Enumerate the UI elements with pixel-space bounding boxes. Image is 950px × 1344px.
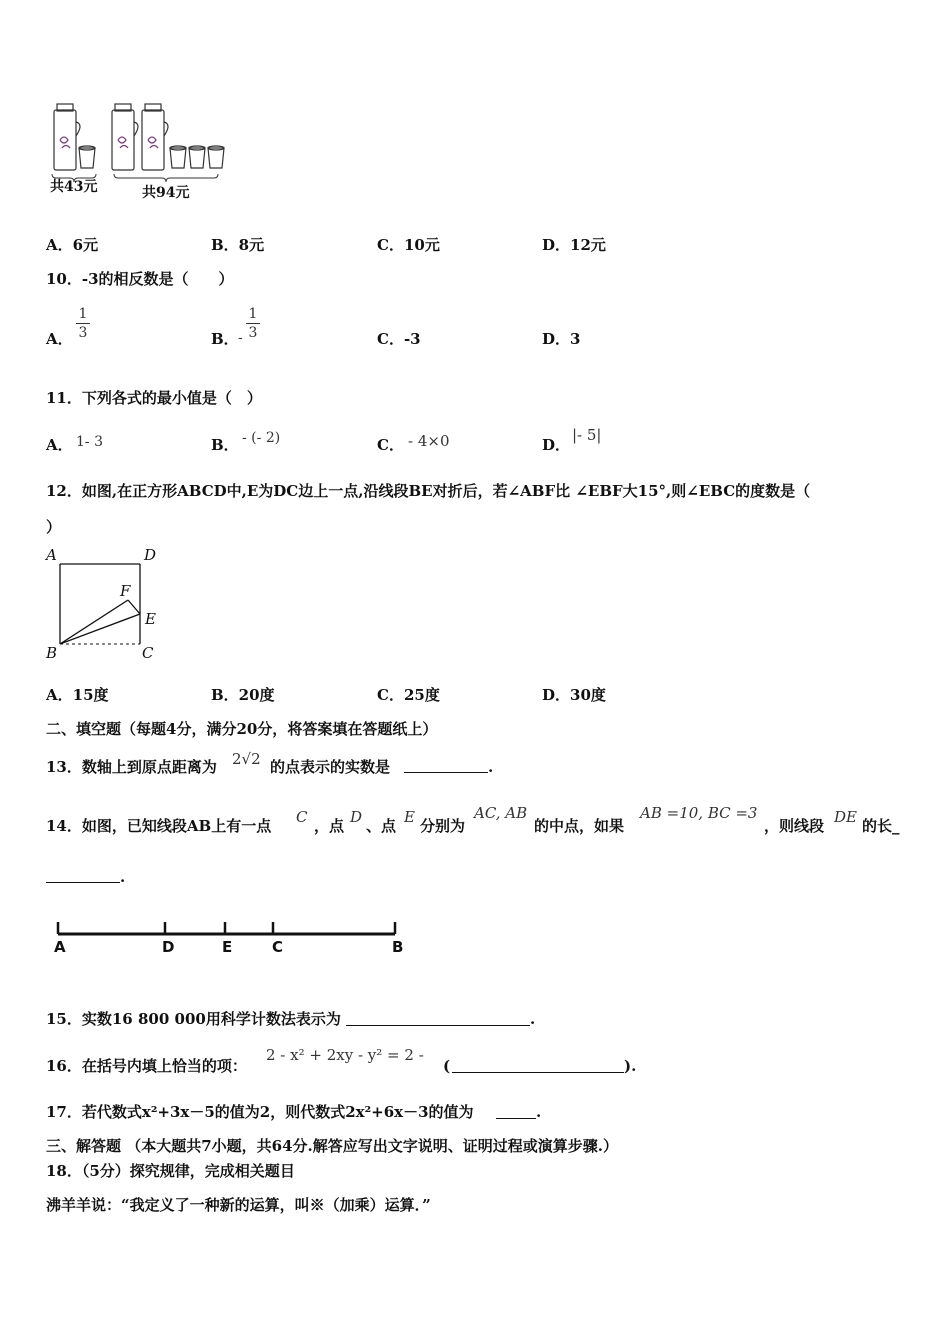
q12-option-c: C．25度 xyxy=(377,686,440,704)
point-label-e: E xyxy=(222,938,233,956)
q11-option-d-label: D． xyxy=(542,436,571,454)
thermos-bottle-icon xyxy=(54,104,80,170)
point-label-a: A xyxy=(54,938,66,956)
fraction-numerator: 1 xyxy=(248,306,258,322)
q14-t3: 分别为 xyxy=(420,817,466,835)
point-label-b: B xyxy=(392,938,404,956)
square-figure xyxy=(40,542,170,667)
right-group-label: 共94元 xyxy=(142,185,190,201)
section2-heading: 二、填空题（每题4分，满分20分，将答案填在答题纸上） xyxy=(46,720,438,738)
q15-text: 15．实数16 800 000用科学计数法表示为 xyxy=(46,1010,341,1028)
label-f: F xyxy=(120,582,131,600)
fraction-bar xyxy=(246,323,260,324)
cup-icon xyxy=(79,146,95,168)
q17-text: 17．若代数式x²+3x－5的值为2，则代数式2x²+6x－3的值为 xyxy=(46,1103,474,1121)
label-e: E xyxy=(145,610,156,628)
q13-pre: 13．数轴上到原点距离为 xyxy=(46,758,217,776)
q11-option-c-label: C． xyxy=(377,436,404,454)
label-c: C xyxy=(142,644,154,662)
q9-option-c: C．10元 xyxy=(377,236,440,254)
q10-option-a-fraction xyxy=(76,306,90,341)
q10-option-b-sign: - xyxy=(238,330,243,346)
q16-open-paren: ( xyxy=(443,1057,451,1075)
q11-option-d-expr: |- 5| xyxy=(572,426,602,444)
q11-option-a-expr: 1- 3 xyxy=(76,434,103,450)
q14-t4: 的中点，如果 xyxy=(534,817,625,835)
left-group-label: 共43元 xyxy=(50,179,98,195)
q14-segment-de: DE xyxy=(834,808,857,826)
q16-math: 2 - x² + 2xy - y² = 2 - xyxy=(266,1046,424,1064)
q11-option-a-label: A． xyxy=(46,436,73,454)
q11-stem: 11．下列各式的最小值是（ ） xyxy=(46,389,262,407)
label-d: D xyxy=(144,546,157,564)
q18-stem: 18．（5分）探究规律，完成相关题目 xyxy=(46,1162,295,1180)
q14-answer-blank xyxy=(46,882,120,883)
q10-option-d: D．3 xyxy=(542,330,581,348)
q18-line2: 沸羊羊说：“我定义了一种新的运算，叫※（加乘）运算．” xyxy=(46,1196,431,1214)
q13-math: 2√2 xyxy=(232,750,261,768)
q14-point-c: C xyxy=(296,808,308,826)
q11-option-b-label: B． xyxy=(211,436,239,454)
number-line-figure xyxy=(50,914,410,964)
q17-answer-blank xyxy=(496,1118,536,1119)
label-a: A xyxy=(46,546,57,564)
fraction-bar xyxy=(76,323,90,324)
q10-option-a-label: A． xyxy=(46,330,73,348)
q17-end: . xyxy=(536,1103,542,1121)
q12-stem-line1: 12．如图,在正方形ABCD中,E为DC边上一点,沿线段BE对折后，若∠ABF比 ∠EBF大15°,则∠EBC的度数是（ xyxy=(46,482,811,500)
brace-right xyxy=(114,174,218,182)
thermos-bottle-icon xyxy=(142,104,168,170)
q10-option-c: C．-3 xyxy=(377,330,421,348)
q11-option-c-expr: - 4×0 xyxy=(408,432,450,450)
q9-option-b: B．8元 xyxy=(211,236,265,254)
q9-option-d: D．12元 xyxy=(542,236,606,254)
q15-end: . xyxy=(530,1010,536,1028)
bottle-figure xyxy=(44,100,234,200)
q14-t6: 的长_ xyxy=(862,817,900,835)
q12-option-a: A．15度 xyxy=(46,686,109,704)
q12-option-b: B．20度 xyxy=(211,686,275,704)
q16-close-paren: ). xyxy=(624,1057,637,1075)
fraction-numerator: 1 xyxy=(78,306,88,322)
q15-answer-blank xyxy=(346,1025,530,1026)
fraction-denominator: 3 xyxy=(78,325,88,341)
q14-t2: 、点 xyxy=(366,817,397,835)
q14-pre: 14．如图，已知线段AB上有一点 xyxy=(46,817,272,835)
q9-option-a: A．6元 xyxy=(46,236,99,254)
q14-segments: AC, AB xyxy=(474,804,528,822)
q11-option-b-expr: - (- 2) xyxy=(242,430,281,446)
q14-condition: AB =10, BC =3 xyxy=(640,804,758,822)
q12-stem-line2: ） xyxy=(46,518,62,536)
label-b: B xyxy=(46,644,58,662)
q13-post: 的点表示的实数是 xyxy=(270,758,391,776)
section3-heading: 三、解答题 （本大题共7小题，共64分.解答应写出文字说明、证明过程或演算步骤.） xyxy=(46,1137,618,1155)
q12-option-d: D．30度 xyxy=(542,686,606,704)
q13-answer-blank xyxy=(404,772,488,773)
q10-option-b-label: B． xyxy=(211,330,239,348)
q16-pre: 16．在括号内填上恰当的项： xyxy=(46,1057,247,1075)
q13-end: . xyxy=(488,758,494,776)
point-label-d: D xyxy=(162,938,175,956)
q16-answer-blank xyxy=(452,1072,624,1073)
q14-point-d: D xyxy=(350,808,363,826)
q10-stem: 10．-3的相反数是（ ） xyxy=(46,270,234,288)
fraction-denominator: 3 xyxy=(248,325,258,341)
q14-end: . xyxy=(120,868,126,886)
q14-point-e: E xyxy=(404,808,415,826)
q14-t5: ，则线段 xyxy=(764,817,825,835)
q14-t1: ，点 xyxy=(314,817,345,835)
segment-fe xyxy=(128,600,140,614)
thermos-bottle-icon xyxy=(112,104,138,170)
point-label-c: C xyxy=(272,938,284,956)
cup-icon xyxy=(170,146,224,168)
q10-option-b-fraction xyxy=(246,306,260,341)
